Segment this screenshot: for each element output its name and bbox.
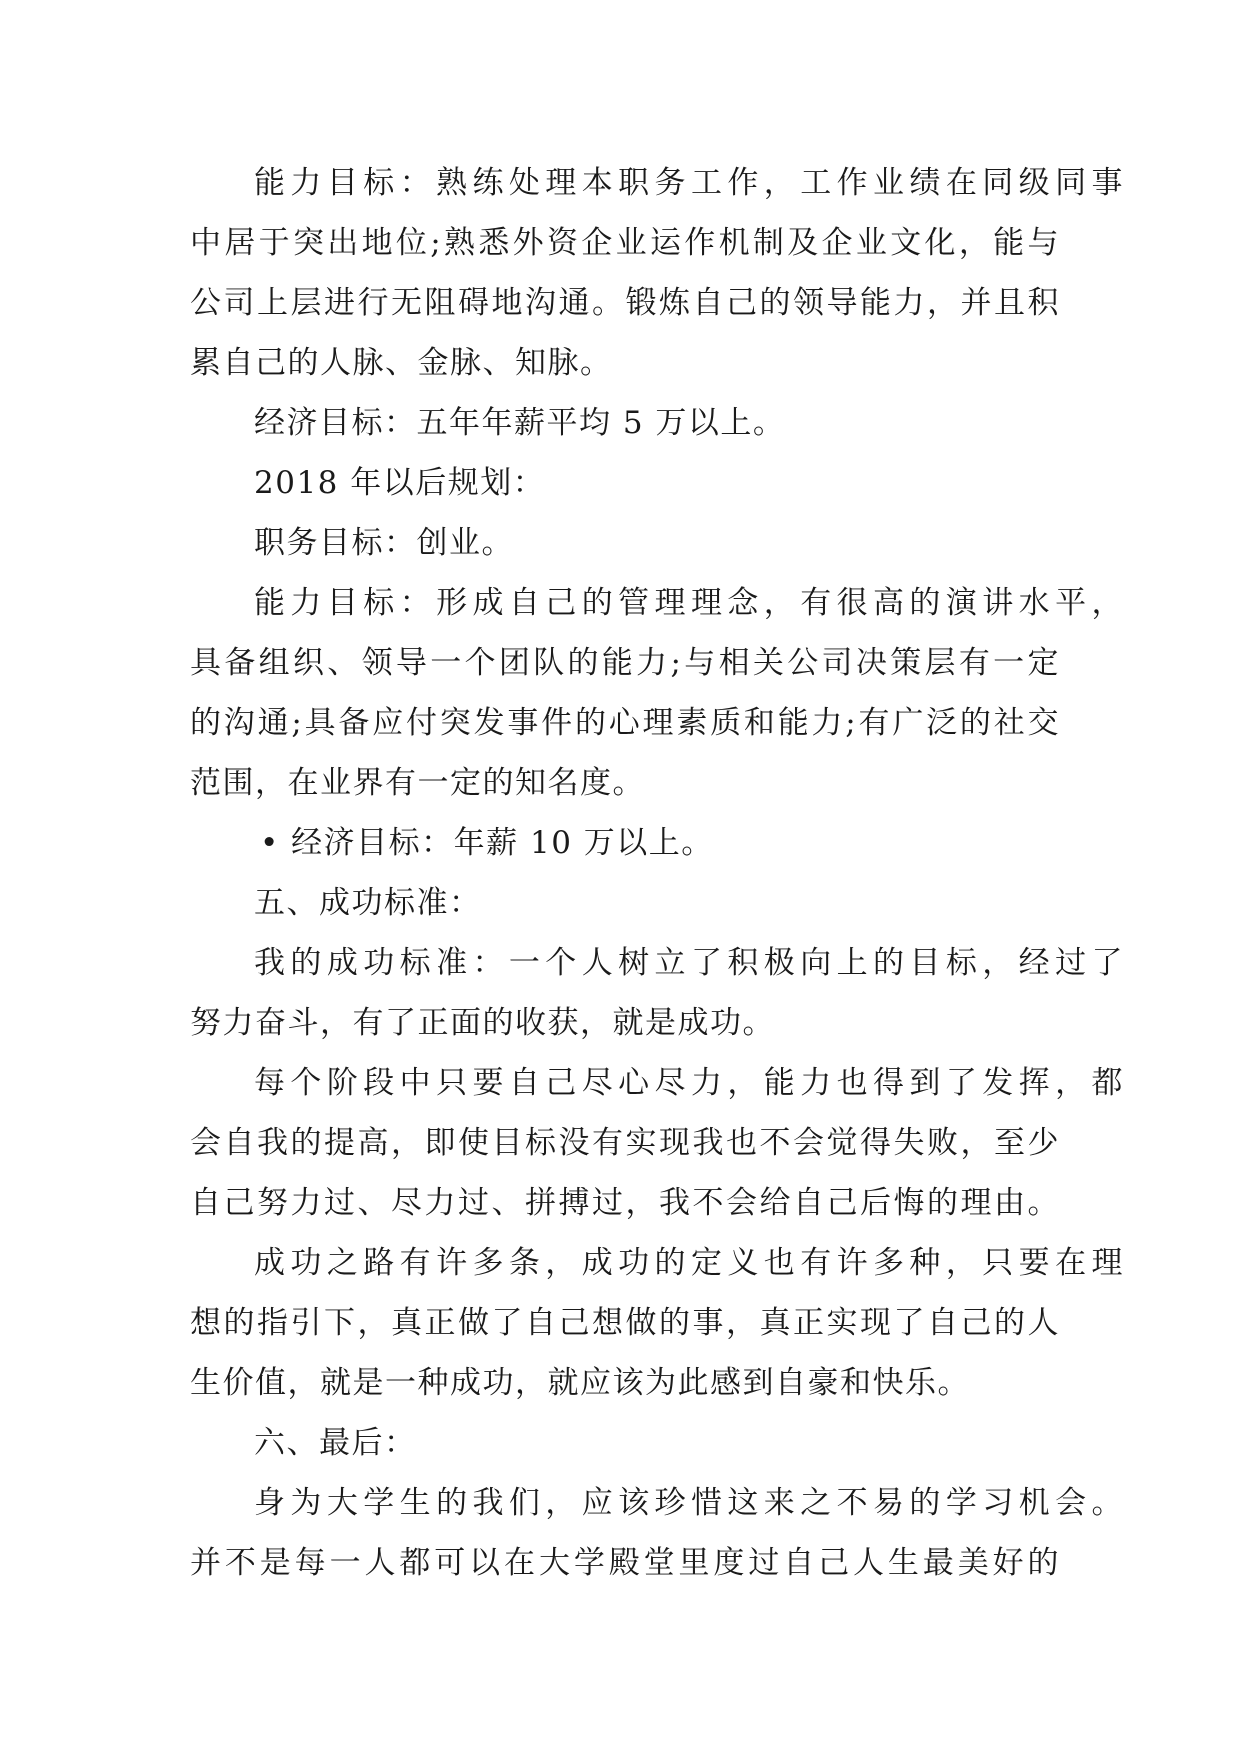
paragraph-ability-goal-line-2: 中居于突出地位;熟悉外资企业运作机制及企业文化，能与 <box>190 225 1060 261</box>
paragraph-ability-goal-2-line-2: 具备组织、领导一个团队的能力;与相关公司决策层有一定 <box>190 645 1060 681</box>
heading-after-2018-plan: 2018 年以后规划： <box>254 465 546 501</box>
paragraph-path-to-success-line-2: 想的指引下，真正做了自己想做的事，真正实现了自己的人 <box>190 1305 1060 1341</box>
paragraph-economic-goal-five-year: 经济目标：五年年薪平均 5 万以上。 <box>254 405 786 441</box>
paragraph-ability-goal-line-1: 能力目标：熟练处理本职务工作，工作业绩在同级同事 <box>254 165 1124 201</box>
paragraph-as-students-line-2: 并不是每一人都可以在大学殿堂里度过自己人生最美好的 <box>190 1545 1060 1581</box>
paragraph-each-stage-line-1: 每个阶段中只要自己尽心尽力，能力也得到了发挥，都 <box>254 1065 1124 1101</box>
paragraph-my-standard-line-2: 努力奋斗，有了正面的收获，就是成功。 <box>190 1005 775 1041</box>
paragraph-position-goal: 职务目标：创业。 <box>254 525 514 561</box>
section-heading-finally: 六、最后： <box>254 1425 417 1461</box>
paragraph-path-to-success-line-1: 成功之路有许多条，成功的定义也有许多种，只要在理 <box>254 1245 1124 1281</box>
paragraph-ability-goal-line-3: 公司上层进行无阻碍地沟通。锻炼自己的领导能力，并且积 <box>190 285 1060 321</box>
paragraph-ability-goal-line-4: 累自己的人脉、金脉、知脉。 <box>190 345 613 381</box>
section-heading-success-standard: 五、成功标准： <box>254 885 482 921</box>
bullet-economic-goal: • 经济目标：年薪 10 万以上。 <box>260 825 714 861</box>
paragraph-ability-goal-2-line-4: 范围，在业界有一定的知名度。 <box>190 765 645 801</box>
paragraph-ability-goal-2-line-3: 的沟通;具备应付突发事件的心理素质和能力;有广泛的社交 <box>190 705 1060 741</box>
paragraph-path-to-success-line-3: 生价值，就是一种成功，就应该为此感到自豪和快乐。 <box>190 1365 970 1401</box>
paragraph-each-stage-line-2: 会自我的提高，即使目标没有实现我也不会觉得失败，至少 <box>190 1125 1060 1161</box>
paragraph-my-standard-line-1: 我的成功标准：一个人树立了积极向上的目标，经过了 <box>254 945 1124 981</box>
paragraph-ability-goal-2-line-1: 能力目标：形成自己的管理理念，有很高的演讲水平， <box>254 585 1124 621</box>
paragraph-each-stage-line-3: 自己努力过、尽力过、拼搏过，我不会给自己后悔的理由。 <box>190 1185 1060 1221</box>
paragraph-as-students-line-1: 身为大学生的我们，应该珍惜这来之不易的学习机会。 <box>254 1485 1124 1521</box>
